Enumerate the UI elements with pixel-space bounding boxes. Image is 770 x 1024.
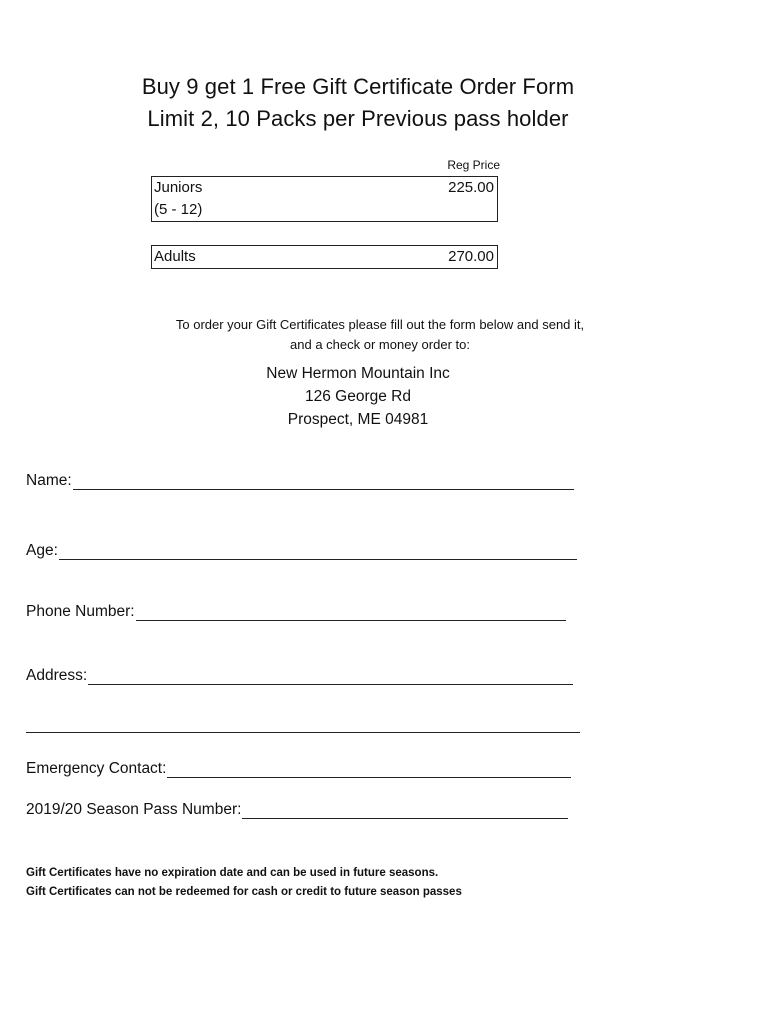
phone-input-line[interactable] [136,604,566,621]
city-state-zip: Prospect, ME 04981 [287,411,429,428]
adults-label: Adults [154,248,196,265]
expiration-note: Gift Certificates have no expiration date and can be used in future seasons. [26,867,439,879]
company-name: New Hermon Mountain Inc [266,365,450,382]
emergency-contact-label: Emergency Contact: [26,760,167,777]
address-label: Address: [26,667,88,684]
reg-price-header: Reg Price [447,158,500,172]
address-line-2[interactable] [26,731,580,733]
name-label: Name: [26,472,72,489]
address-field[interactable] [26,667,573,685]
adults-price-row [151,245,498,269]
emergency-contact-field[interactable] [26,760,571,778]
season-pass-number-input-line[interactable] [242,802,568,819]
age-input-line[interactable] [59,543,577,560]
street-address: 126 George Rd [305,388,411,405]
address-input-line[interactable] [88,668,573,685]
juniors-price: 225.00 [448,179,494,196]
season-pass-number-field[interactable] [26,801,568,819]
order-instructions: To order your Gift Certificates please fill out the form below and send it, and a check or money order to: [175,317,585,352]
season-pass-number-label: 2019/20 Season Pass Number: [26,801,242,818]
phone-label: Phone Number: [26,603,135,620]
age-label: Age: [26,542,58,559]
age-field[interactable] [26,542,577,560]
terms-notes [26,864,462,902]
name-input-line[interactable] [73,473,574,490]
form-subtitle: Limit 2, 10 Packs per Previous pass holder [147,106,569,131]
emergency-contact-input-line[interactable] [167,761,571,778]
redemption-note: Gift Certificates can not be redeemed for cash or credit to future season passes [26,886,462,898]
adults-price: 270.00 [448,248,494,265]
name-field[interactable] [26,472,574,490]
phone-field[interactable] [26,603,566,621]
mailing-address [158,362,558,431]
juniors-price-row [151,176,498,222]
form-title: Buy 9 get 1 Free Gift Certificate Order Form [141,74,575,99]
juniors-label: Juniors (5 - 12) [154,179,203,218]
